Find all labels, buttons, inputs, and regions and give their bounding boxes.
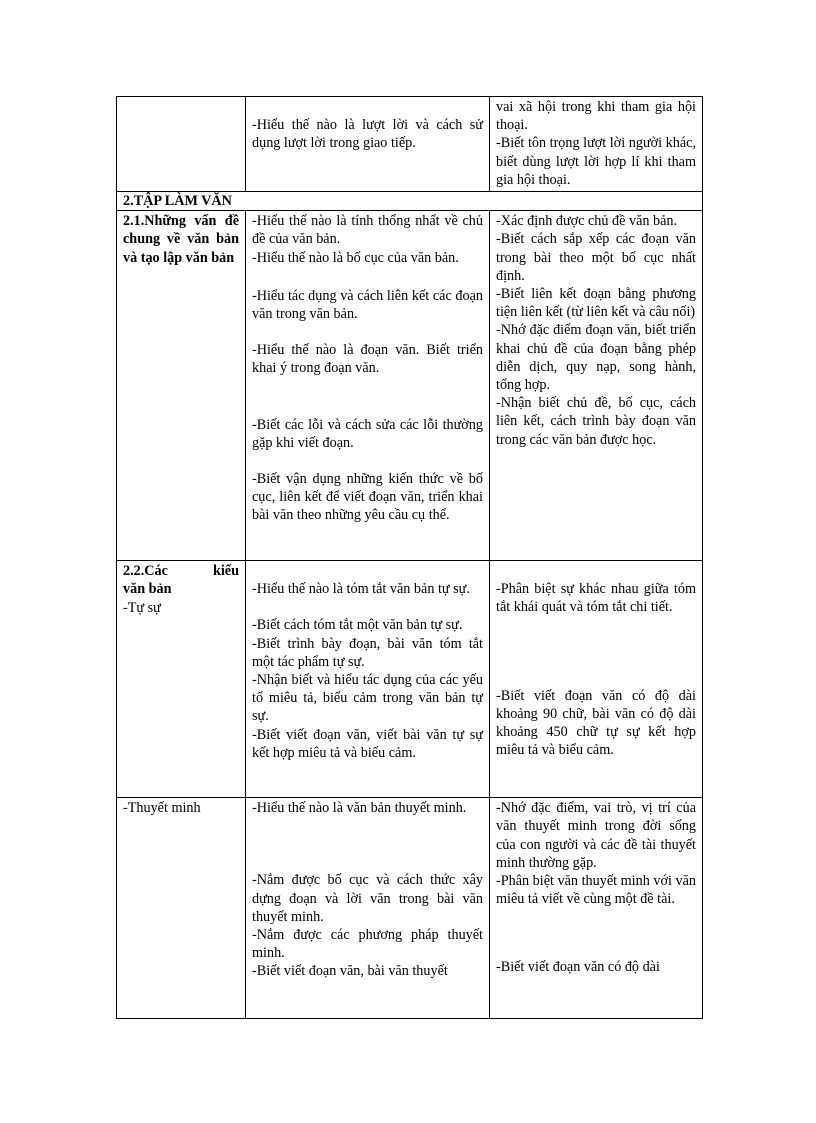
list-item: -Nhớ đặc điểm, vai trò, vị trí của văn thuyết minh trong đời sống của con người và các đề tài thuyết minh thường gặp. [496, 800, 696, 871]
list-item: -Biết tôn trọng lượt lời người khác, biết dùng lượt lời hợp lí khi tham gia hội thoại. [496, 135, 696, 188]
list-item: -Biết viết đoạn văn, viết bài văn tự sự kết hợp miêu tả và biểu cảm. [252, 726, 483, 761]
row-title-line2: văn bản [123, 581, 172, 598]
list-item: -Biết các lỗi và cách sửa các lỗi thường gặp khi viết đoạn. [252, 416, 483, 451]
list-item: -Phân biệt sự khác nhau giữa tóm tắt khái quát và tóm tắt chi tiết. [496, 581, 696, 616]
list-item: -Biết viết đoạn văn, bài văn thuyết [252, 963, 448, 980]
table-row [117, 798, 703, 1019]
row-title-cell [117, 561, 246, 798]
list-item: -Hiểu thế nào là văn bản thuyết minh. [252, 800, 467, 817]
knowledge-cell [246, 211, 490, 561]
list-item: -Hiểu thế nào là bố cục của văn bản. [252, 249, 459, 266]
list-item: -Nhớ đặc điểm đoạn văn, biết triển khai chủ đề của đoạn bằng phép diễn dịch, quy nạp, song hành, tổng hợp. [496, 322, 696, 394]
row-title-cell [117, 798, 246, 1019]
curriculum-table [116, 96, 703, 1019]
knowledge-cell [246, 798, 490, 1019]
knowledge-cell [246, 561, 490, 798]
table-row [117, 97, 703, 192]
section-header-row [117, 192, 703, 211]
row-subtitle: -Tự sự [123, 599, 161, 616]
list-item: -Biết viết đoạn văn có độ dài khoảng 90 chữ, bài văn có độ dài khoảng 450 chữ tự sự kết hợp miêu tả và biểu cảm. [496, 687, 696, 759]
list-item: -Hiểu thế nào là lượt lời và cách sử dụng lượt lời trong giao tiếp. [252, 117, 483, 152]
row-title: -Thuyết minh [123, 800, 201, 817]
row-title: 2.2.Các kiểu [123, 563, 239, 580]
list-item: -Biết vận dụng những kiến thức về bố cục, liên kết để viết đoạn văn, triển khai bài văn theo những yêu cầu cụ thể. [252, 471, 483, 524]
list-item: -Hiểu tác dụng và cách liên kết các đoạn văn trong văn bản. [252, 287, 483, 323]
list-item: -Hiểu thế nào là tóm tắt văn bản tự sự. [252, 581, 470, 598]
list-item: -Biết viết đoạn văn có độ dài [496, 959, 660, 976]
list-item: -Xác định được chủ đề văn bản. [496, 213, 678, 230]
list-item: -Nhận biết chủ đề, bố cục, cách liên kết, cách trình bày đoạn văn trong các văn bản được học. [496, 395, 696, 448]
list-item: -Nhận biết và hiểu tác dụng của các yếu tố miêu tả, biểu cảm trong văn bản tự sự. [252, 672, 483, 725]
skill-cell [490, 97, 703, 192]
list-item: vai xã hội trong khi tham gia hội thoại. [496, 99, 696, 134]
skill-cell [490, 561, 703, 798]
list-item: -Biết trình bày đoạn, bài văn tóm tắt một tác phẩm tự sự. [252, 635, 483, 670]
list-item: -Biết liên kết đoạn bằng phương tiện liên kết (từ liên kết và câu nối) [496, 286, 696, 321]
list-item: -Phân biệt văn thuyết minh với văn miêu tả viết về cùng một đề tài. [496, 873, 696, 908]
row-title: 2.1.Những vấn đề chung về văn bản và tạo lập văn bản [123, 213, 239, 266]
knowledge-cell [246, 97, 490, 192]
table-row [117, 561, 703, 798]
skill-cell [490, 211, 703, 561]
section-title: 2.TẬP LÀM VĂN [117, 192, 703, 211]
list-item: -Nắm được các phương pháp thuyết minh. [252, 927, 483, 962]
skill-cell [490, 798, 703, 1019]
list-item: -Biết cách tóm tắt một văn bản tự sự. [252, 617, 463, 634]
row-title-cell [117, 211, 246, 561]
list-item: -Hiểu thế nào là tính thống nhất về chủ đề của văn bản. [252, 213, 483, 248]
list-item: -Nắm được bố cục và cách thức xây dựng đoạn và lời văn trong bài văn thuyết minh. [252, 872, 483, 925]
row-title-cell [117, 97, 246, 192]
table-row [117, 211, 703, 561]
list-item: -Biết cách sắp xếp các đoạn văn trong bài theo một bố cục nhất định. [496, 231, 696, 284]
list-item: -Hiểu thế nào là đoạn văn. Biết triển khai ý trong đoạn văn. [252, 342, 483, 377]
